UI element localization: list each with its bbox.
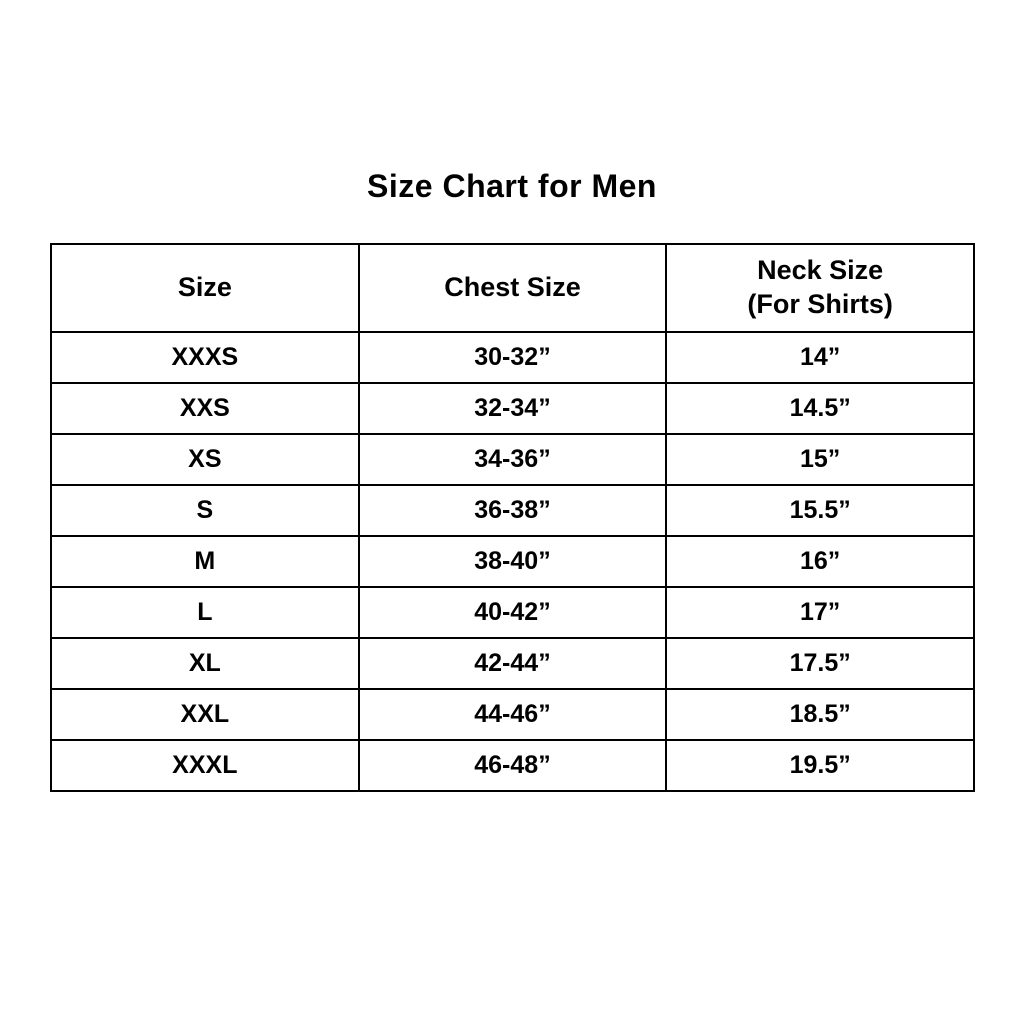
header-neck-size-line2: (For Shirts): [747, 289, 893, 319]
size-chart-table: [50, 243, 975, 792]
chest-cell: 40-42”: [359, 587, 667, 638]
neck-cell: 16”: [666, 536, 974, 587]
neck-cell: 17”: [666, 587, 974, 638]
neck-cell: 19.5”: [666, 740, 974, 791]
size-cell: XS: [51, 434, 359, 485]
chest-cell: 46-48”: [359, 740, 667, 791]
chest-cell: 30-32”: [359, 332, 667, 383]
table-row: [51, 383, 974, 434]
chest-cell: 34-36”: [359, 434, 667, 485]
size-cell: L: [51, 587, 359, 638]
neck-cell: 17.5”: [666, 638, 974, 689]
size-cell: XL: [51, 638, 359, 689]
table-row: [51, 536, 974, 587]
header-neck-size: [666, 244, 974, 332]
chest-cell: 44-46”: [359, 689, 667, 740]
table-header: [51, 244, 974, 332]
page-title: Size Chart for Men: [367, 168, 657, 204]
neck-cell: 14”: [666, 332, 974, 383]
neck-cell: 18.5”: [666, 689, 974, 740]
size-cell: XXXL: [51, 740, 359, 791]
header-row: [51, 244, 974, 332]
table-row: [51, 740, 974, 791]
table-body: [51, 332, 974, 791]
neck-cell: 15.5”: [666, 485, 974, 536]
chest-cell: 36-38”: [359, 485, 667, 536]
header-size: Size: [51, 244, 359, 332]
size-cell: M: [51, 536, 359, 587]
header-neck-size-line1: Neck Size: [757, 255, 884, 286]
table-row: [51, 485, 974, 536]
chest-cell: 42-44”: [359, 638, 667, 689]
neck-cell: 14.5”: [666, 383, 974, 434]
table-row: [51, 434, 974, 485]
table-row: [51, 638, 974, 689]
chest-cell: 38-40”: [359, 536, 667, 587]
size-cell: S: [51, 485, 359, 536]
size-cell: XXXS: [51, 332, 359, 383]
size-cell: XXL: [51, 689, 359, 740]
header-chest-size: Chest Size: [359, 244, 667, 332]
chest-cell: 32-34”: [359, 383, 667, 434]
size-cell: XXS: [51, 383, 359, 434]
table-row: [51, 332, 974, 383]
neck-cell: 15”: [666, 434, 974, 485]
table-row: [51, 689, 974, 740]
table-row: [51, 587, 974, 638]
